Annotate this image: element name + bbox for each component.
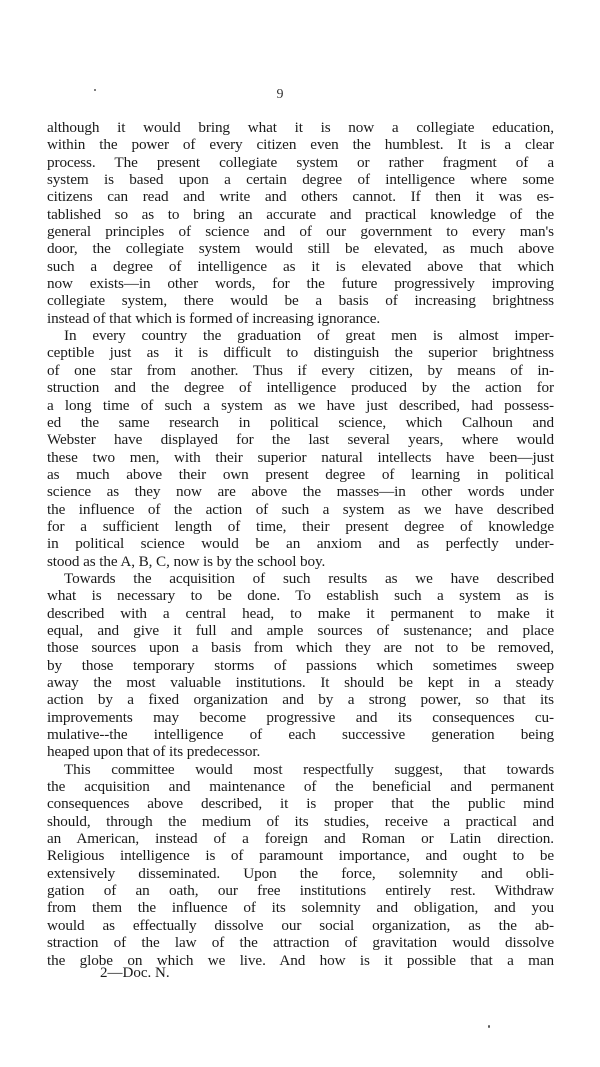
text-line: described with a central head, to make it permanent to make it <box>47 604 554 622</box>
text-line: process. The present collegiate system or rather fragment of a <box>47 153 554 171</box>
text-line: in political science would be an anxiom and as perfectly under- <box>47 535 554 553</box>
text-line: collegiate system, there would be a basis of increasing brightness <box>47 292 554 310</box>
text-line: from them the influence of its solemnity and obligation, and you <box>47 899 554 917</box>
text-line: would as effectually dissolve our social organization, as the ab- <box>47 916 554 934</box>
text-line: ceptible just as it is difficult to distinguish the superior brightness <box>47 344 554 362</box>
text-line: mulative--the intelligence of each successive generation being <box>47 726 554 744</box>
text-line: Religious intelligence is of paramount importance, and ought to be <box>47 847 554 865</box>
page-number: 9 <box>276 87 284 102</box>
text-line: stood as the A, B, C, now is by the school boy. <box>47 552 326 570</box>
text-line: by those temporary storms of passions which sometimes sweep <box>47 656 554 674</box>
text-line: should, through the medium of its studies, receive a practical and <box>47 812 554 830</box>
text-line: general principles of science and of our government to every man's <box>47 223 554 241</box>
text-line: those sources upon a basis from which they are not to be removed, <box>47 639 554 657</box>
text-line: door, the collegiate system would still be elevated, as much above <box>47 240 554 258</box>
text-line: instead of that which is formed of increasing ignorance. <box>47 309 381 327</box>
scan-speck <box>488 1025 490 1028</box>
text-line: struction and the degree of intelligence produced by the action for <box>47 379 554 397</box>
text-line: consequences above described, it is proper that the public mind <box>47 795 554 813</box>
text-line: within the power of every citizen even the humblest. It is a clear <box>47 136 554 154</box>
text-line: such a degree of intelligence as it is elevated above that which <box>47 257 554 275</box>
text-line: straction of the law of the attraction of gravitation would dissolve <box>47 934 554 952</box>
text-line: Webster have displayed for the last several years, where would <box>47 431 554 449</box>
text-line: heaped upon that of its predecessor. <box>47 743 261 761</box>
text-line: an American, instead of a foreign and Roman or Latin direction. <box>47 830 554 848</box>
text-line: science as they now are above the masses—in other words under <box>47 483 554 501</box>
signature-mark: 2—Doc. N. <box>100 965 170 981</box>
scan-speck <box>94 89 96 91</box>
text-line: as much above their own present degree of learning in political <box>47 465 554 483</box>
text-line: citizens can read and write and others cannot. If then it was es- <box>47 188 554 206</box>
text-line: away the most valuable institutions. It should be kept in a steady <box>47 674 554 691</box>
text-line: a long time of such a system as we have just described, had possess- <box>47 396 554 414</box>
text-line: In every country the graduation of great men is almost imper- <box>64 327 554 345</box>
text-line: extensively disseminated. Upon the force, solemnity and obli- <box>47 864 554 882</box>
text-line: Towards the acquisition of such results as we have described <box>64 569 554 587</box>
text-line: the influence of the action of such a system as we have described <box>47 500 554 518</box>
text-line: action by a fixed organization and by a strong power, so that its <box>47 691 554 709</box>
text-line: what is necessary to be done. To establish such a system as is <box>47 587 554 605</box>
text-line: these two men, with their superior natural intellects have been—just <box>47 448 554 466</box>
text-line: for a sufficient length of time, their present degree of knowledge <box>47 517 554 535</box>
body-text <box>47 119 554 969</box>
text-line: although it would bring what it is now a collegiate education, <box>47 119 554 136</box>
text-line: equal, and give it full and ample sources of sustenance; and place <box>47 621 554 639</box>
text-line: improvements may become progressive and its consequences cu- <box>47 708 554 726</box>
text-line: ed the same research in political science, which Calhoun and <box>47 413 554 431</box>
text-line: of one star from another. Thus if every citizen, by means of in- <box>47 361 554 379</box>
text-line: the globe on which we live. And how is it possible that a man <box>47 951 554 969</box>
text-line: system is based upon a certain degree of intelligence where some <box>47 171 554 189</box>
text-line: the acquisition and maintenance of the beneficial and permanent <box>47 778 554 796</box>
text-line: tablished so as to bring an accurate and practical knowledge of the <box>47 205 554 223</box>
text-line: now exists—in other words, for the future progressively improving <box>47 275 554 293</box>
text-line: This committee would most respectfully suggest, that towards <box>64 760 554 778</box>
text-line: gation of an oath, our free institutions entirely rest. Withdraw <box>47 882 554 900</box>
